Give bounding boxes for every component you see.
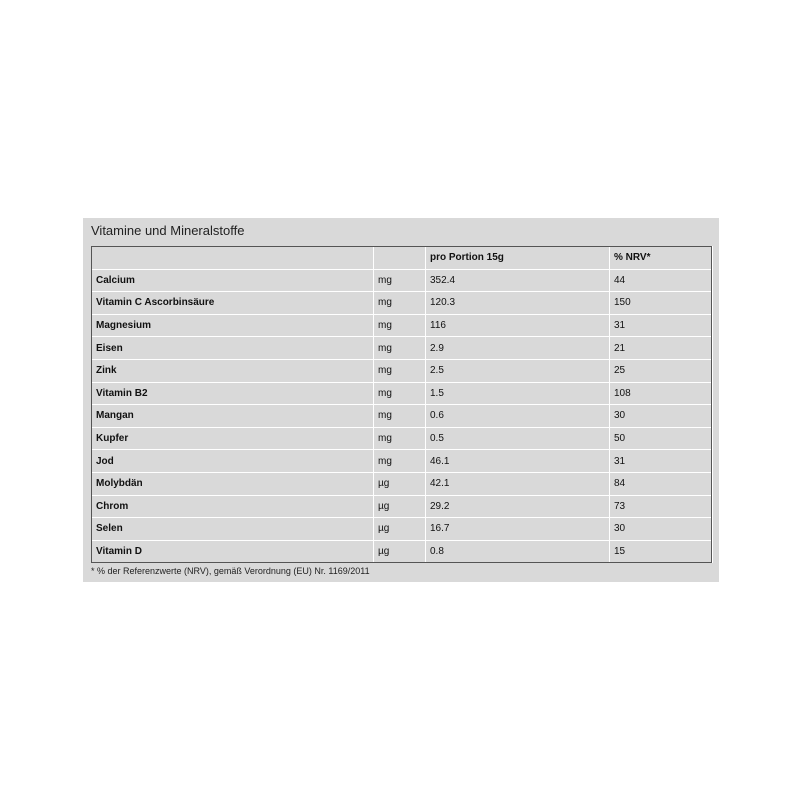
nutrient-name: Calcium <box>92 269 374 292</box>
nutrient-unit: µg <box>374 540 426 563</box>
nutrient-name: Selen <box>92 518 374 541</box>
nutrient-unit: µg <box>374 495 426 518</box>
nutrient-unit: mg <box>374 337 426 360</box>
nutrient-amount: 0.5 <box>426 427 610 450</box>
nutrient-amount: 0.8 <box>426 540 610 563</box>
nutrient-amount: 352.4 <box>426 269 610 292</box>
nutrient-nrv: 108 <box>610 382 713 405</box>
nutrition-panel <box>83 218 719 582</box>
nutrient-unit: mg <box>374 427 426 450</box>
nutrient-name: Molybdän <box>92 472 374 495</box>
nutrient-nrv: 44 <box>610 269 713 292</box>
nutrient-name: Eisen <box>92 337 374 360</box>
table-row <box>92 292 713 315</box>
nutrient-amount: 116 <box>426 314 610 337</box>
nutrient-nrv: 50 <box>610 427 713 450</box>
header-unit <box>374 247 426 270</box>
nutrient-unit: µg <box>374 518 426 541</box>
table-row <box>92 495 713 518</box>
nutrition-table <box>91 246 713 563</box>
nutrient-name: Zink <box>92 359 374 382</box>
table-row <box>92 540 713 563</box>
table-row <box>92 382 713 405</box>
table-row <box>92 472 713 495</box>
nutrient-amount: 16.7 <box>426 518 610 541</box>
nutrient-nrv: 73 <box>610 495 713 518</box>
nutrient-amount: 2.5 <box>426 359 610 382</box>
nutrient-unit: mg <box>374 382 426 405</box>
nutrient-nrv: 150 <box>610 292 713 315</box>
panel-title: Vitamine und Mineralstoffe <box>91 223 245 238</box>
nutrient-name: Vitamin D <box>92 540 374 563</box>
nutrient-name: Vitamin B2 <box>92 382 374 405</box>
nutrient-amount: 1.5 <box>426 382 610 405</box>
table-row <box>92 269 713 292</box>
header-per-portion: pro Portion 15g <box>426 247 610 270</box>
table-header-row <box>92 247 713 270</box>
nutrient-name: Magnesium <box>92 314 374 337</box>
nutrient-nrv: 25 <box>610 359 713 382</box>
nutrient-nrv: 30 <box>610 405 713 428</box>
nutrient-unit: mg <box>374 314 426 337</box>
nutrient-unit: mg <box>374 292 426 315</box>
nutrient-nrv: 31 <box>610 314 713 337</box>
nutrient-name: Chrom <box>92 495 374 518</box>
nutrient-name: Kupfer <box>92 427 374 450</box>
table-row <box>92 359 713 382</box>
nutrient-nrv: 84 <box>610 472 713 495</box>
nrv-footnote: * % der Referenzwerte (NRV), gemäß Verordnung (EU) Nr. 1169/2011 <box>91 566 370 576</box>
nutrient-unit: mg <box>374 269 426 292</box>
nutrient-amount: 2.9 <box>426 337 610 360</box>
nutrient-unit: mg <box>374 405 426 428</box>
header-nrv: % NRV* <box>610 247 713 270</box>
table-row <box>92 337 713 360</box>
nutrient-unit: mg <box>374 450 426 473</box>
nutrient-nrv: 30 <box>610 518 713 541</box>
nutrient-unit: mg <box>374 359 426 382</box>
nutrient-amount: 0.6 <box>426 405 610 428</box>
nutrient-nrv: 15 <box>610 540 713 563</box>
nutrient-name: Mangan <box>92 405 374 428</box>
table-row <box>92 427 713 450</box>
nutrient-name: Jod <box>92 450 374 473</box>
table-row <box>92 405 713 428</box>
nutrient-unit: µg <box>374 472 426 495</box>
header-nutrient <box>92 247 374 270</box>
nutrient-amount: 120.3 <box>426 292 610 315</box>
nutrient-amount: 29.2 <box>426 495 610 518</box>
nutrient-amount: 42.1 <box>426 472 610 495</box>
table-row <box>92 314 713 337</box>
nutrient-nrv: 21 <box>610 337 713 360</box>
nutrient-amount: 46.1 <box>426 450 610 473</box>
table-row <box>92 518 713 541</box>
nutrient-nrv: 31 <box>610 450 713 473</box>
nutrient-name: Vitamin C Ascorbinsäure <box>92 292 374 315</box>
table-row <box>92 450 713 473</box>
